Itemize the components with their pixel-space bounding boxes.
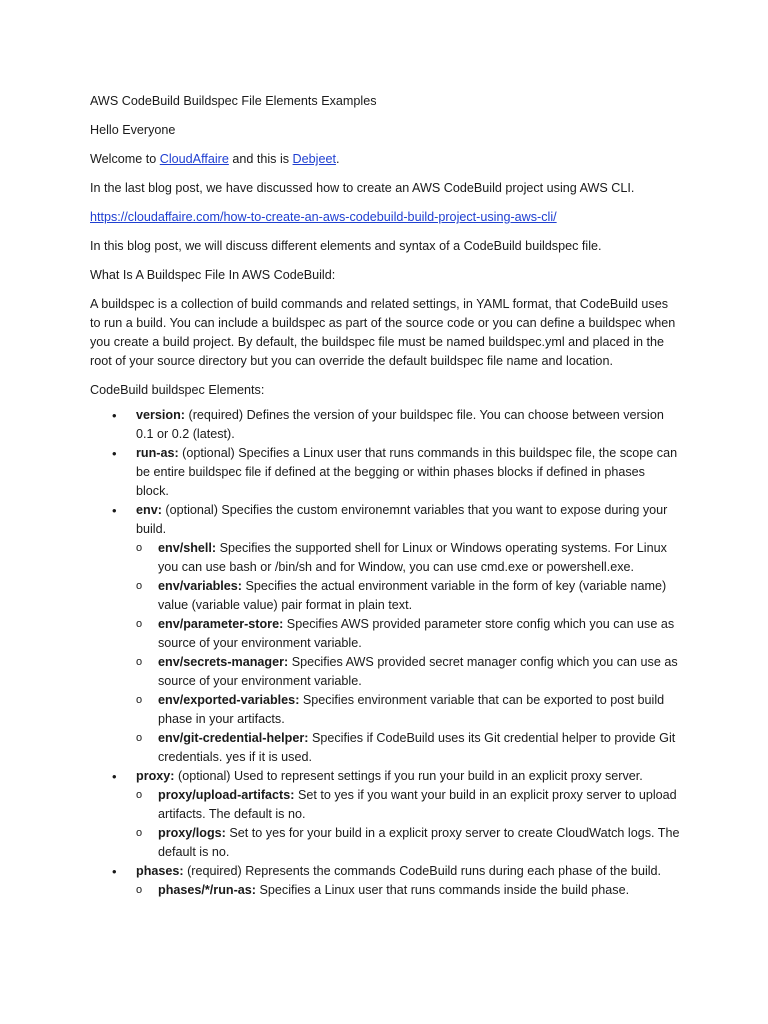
- circle-bullet-icon: o: [136, 884, 143, 896]
- elements-list: [90, 406, 680, 900]
- buildspec-description: A buildspec is a collection of build commands and related settings, in YAML format, that CodeBuild uses to run a build. You can include a buildspec as part of the source code or you can define a buildspec when you create a build project. By default, the buildspec file must be named buildspec.yml and placed in the root of your source directory but you can override the default buildspec file name and location.: [90, 297, 676, 368]
- sub-list-item: [136, 577, 680, 615]
- circle-bullet-icon: o: [136, 789, 143, 801]
- bullet-icon: •: [112, 864, 117, 879]
- element-key: run-as:: [136, 446, 179, 460]
- element-key: version:: [136, 408, 185, 422]
- welcome-mid: and this is: [228, 152, 293, 166]
- element-description: (required) Defines the version of your buildspec file. You can choose between version 0.1 or 0.2 (latest).: [136, 408, 664, 441]
- debjeet-link[interactable]: Debjeet: [292, 152, 336, 166]
- sub-list-item: [136, 881, 680, 900]
- list-item: [90, 444, 680, 501]
- circle-bullet-icon: o: [136, 827, 143, 839]
- list-item: [90, 862, 680, 900]
- sub-element-description: Specifies AWS provided parameter store config which you can use as source of your environment variable.: [158, 617, 675, 650]
- element-description: (required) Represents the commands CodeBuild runs during each phase of the build.: [183, 864, 662, 878]
- sub-element-description: Set to yes if you want your build in an explicit proxy server to upload artifacts. The default is no.: [158, 788, 677, 821]
- bullet-icon: •: [112, 446, 117, 461]
- sub-list-item: [136, 824, 680, 862]
- circle-bullet-icon: o: [136, 732, 143, 744]
- sub-element-key: env/variables:: [158, 579, 243, 593]
- greeting: Hello Everyone: [90, 123, 176, 137]
- bullet-icon: •: [112, 503, 117, 518]
- heading-buildspec-elements: CodeBuild buildspec Elements:: [90, 383, 265, 397]
- sub-element-key: phases/*/run-as:: [158, 883, 256, 897]
- cloudaffaire-link[interactable]: CloudAffaire: [159, 152, 229, 166]
- sub-element-description: Specifies if CodeBuild uses its Git credential helper to provide Git credentials. yes if it is used.: [158, 731, 676, 764]
- sub-list-item: [136, 691, 680, 729]
- element-key: env:: [136, 503, 162, 517]
- sub-element-key: env/exported-variables:: [158, 693, 300, 707]
- element-description: (optional) Specifies a Linux user that runs commands in this buildspec file, the scope can be entire buildspec file if defined at the begging or within phases blocks if defined in phases block.: [136, 446, 678, 498]
- circle-bullet-icon: o: [136, 694, 143, 706]
- list-item: [90, 767, 680, 862]
- sub-element-description: Specifies a Linux user that runs commands inside the build phase.: [255, 883, 630, 897]
- welcome-line: [90, 150, 680, 169]
- sub-element-key: proxy/upload-artifacts:: [158, 788, 295, 802]
- element-description: (optional) Specifies the custom environemnt variables that you want to expose during your build.: [136, 503, 668, 536]
- url-paragraph: [90, 208, 680, 227]
- sub-element-description: Specifies the actual environment variable in the form of key (variable name) value (variable value) pair format in plain text.: [158, 579, 667, 612]
- sub-list-item: [136, 539, 680, 577]
- this-post-paragraph: In this blog post, we will discuss different elements and syntax of a CodeBuild buildspec file.: [90, 239, 602, 253]
- sub-element-description: Specifies AWS provided secret manager config which you can use as source of your environment variable.: [158, 655, 678, 688]
- document-title: AWS CodeBuild Buildspec File Elements Examples: [90, 94, 377, 108]
- sub-list: [136, 539, 680, 767]
- sub-list: [136, 881, 680, 900]
- element-key: proxy:: [136, 769, 175, 783]
- sub-list-item: [136, 615, 680, 653]
- sub-element-description: Set to yes for your build in a explicit proxy server to create CloudWatch logs. The default is no.: [158, 826, 680, 859]
- welcome-pre: Welcome to: [90, 152, 160, 166]
- circle-bullet-icon: o: [136, 656, 143, 668]
- element-description: (optional) Used to represent settings if you run your build in an explicit proxy server.: [174, 769, 643, 783]
- sub-list-item: [136, 729, 680, 767]
- welcome-post: .: [335, 152, 340, 166]
- list-item: [90, 501, 680, 767]
- sub-element-description: Specifies environment variable that can be exported to post build phase in your artifacts.: [158, 693, 665, 726]
- sub-element-key: env/git-credential-helper:: [158, 731, 309, 745]
- blog-post-link[interactable]: https://cloudaffaire.com/how-to-create-an-aws-codebuild-build-project-using-aws-cli/: [90, 210, 557, 224]
- sub-element-key: proxy/logs:: [158, 826, 226, 840]
- last-post-paragraph: In the last blog post, we have discussed how to create an AWS CodeBuild project using AWS CLI.: [90, 181, 635, 195]
- element-key: phases:: [136, 864, 184, 878]
- sub-element-key: env/shell:: [158, 541, 217, 555]
- document-page: [90, 92, 680, 900]
- bullet-icon: •: [112, 408, 117, 423]
- sub-element-description: Specifies the supported shell for Linux or Windows operating systems. For Linux you can use bash or /bin/sh and for Window, you can use cmd.exe or powershell.exe.: [158, 541, 667, 574]
- circle-bullet-icon: o: [136, 580, 143, 592]
- list-item: [90, 406, 680, 444]
- sub-element-key: env/parameter-store:: [158, 617, 284, 631]
- circle-bullet-icon: o: [136, 542, 143, 554]
- sub-list-item: [136, 653, 680, 691]
- sub-list-item: [136, 786, 680, 824]
- bullet-icon: •: [112, 769, 117, 784]
- circle-bullet-icon: o: [136, 618, 143, 630]
- sub-list: [136, 786, 680, 862]
- heading-what-is-buildspec: What Is A Buildspec File In AWS CodeBuild:: [90, 268, 336, 282]
- sub-element-key: env/secrets-manager:: [158, 655, 289, 669]
